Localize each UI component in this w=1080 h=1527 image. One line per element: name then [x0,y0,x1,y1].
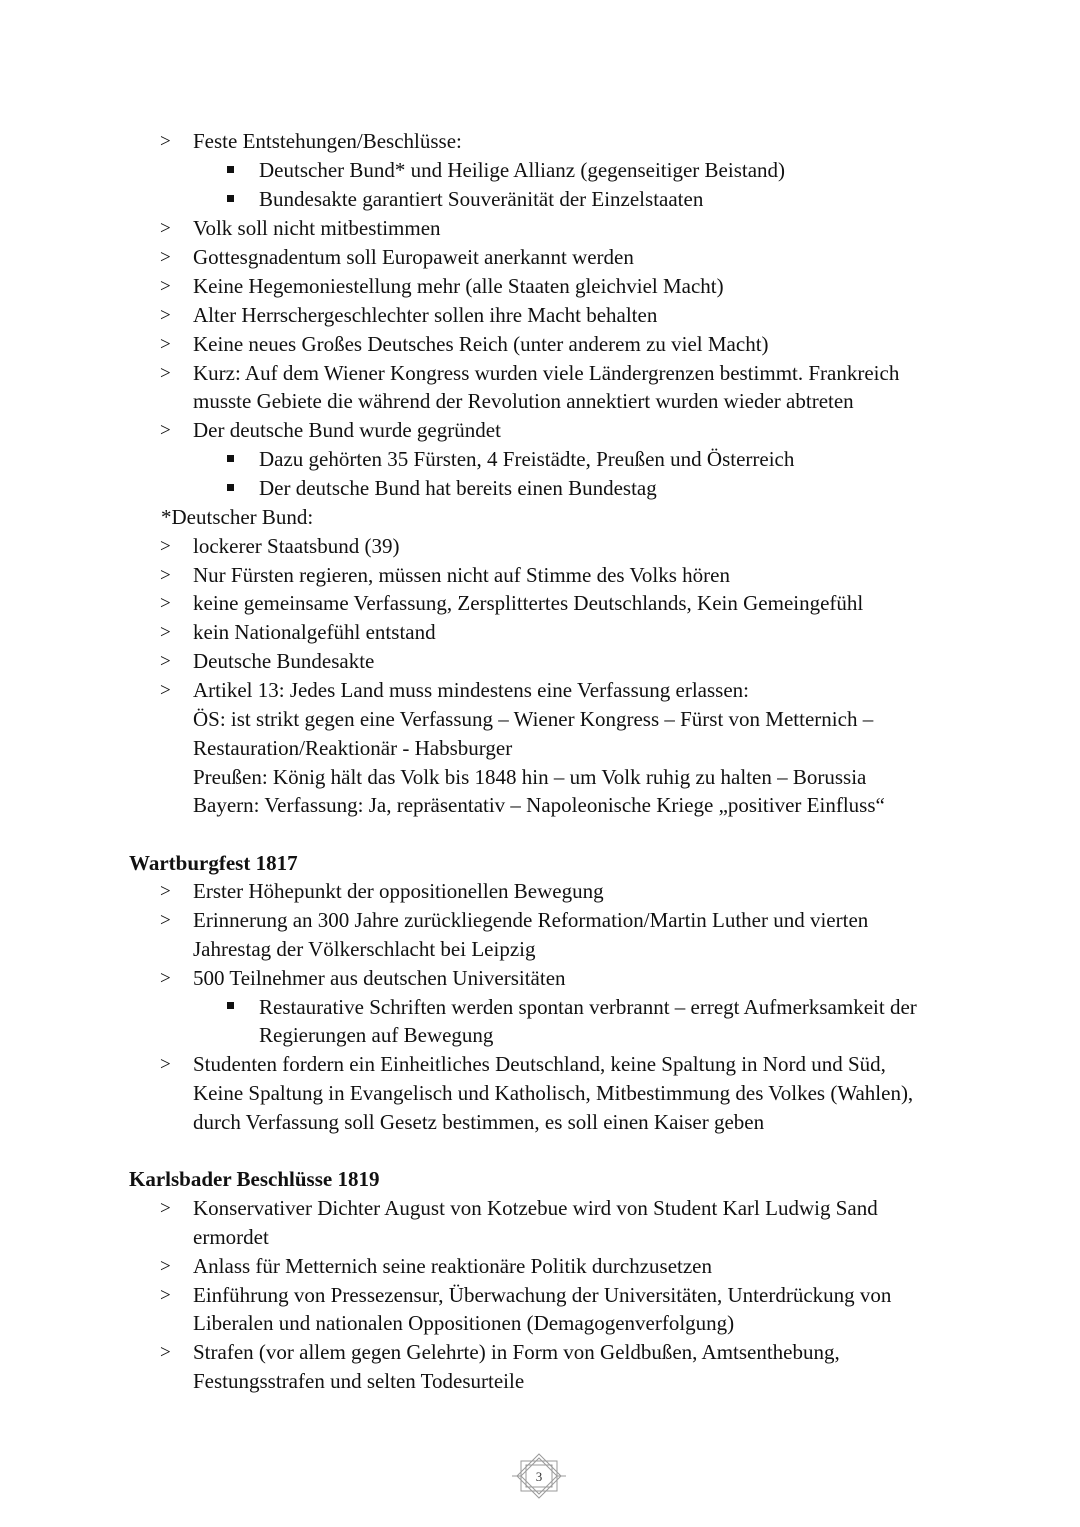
bullet-arrow: > [160,131,171,152]
list-item: Erster Höhepunkt der oppositionellen Bewegung [193,879,604,903]
bullet-arrow: > [160,536,171,557]
list-item: Deutsche Bundesakte [193,649,375,673]
list-item: Nur Fürsten regieren, müssen nicht auf Stimme des Volks hören [193,563,730,587]
list-item: Feste Entstehungen/Beschlüsse: [193,129,462,153]
ornament-frame-icon [511,1453,567,1499]
section-heading: Karlsbader Beschlüsse 1819 [129,1167,380,1191]
section-label: *Deutscher Bund: [161,505,314,529]
square-bullet-icon [227,455,234,462]
list-item: Konservativer Dichter August von Kotzebue wird von Student Karl Ludwig Sand [193,1196,878,1220]
list-item-continuation: Jahrestag der Völkerschlacht bei Leipzig [193,937,536,961]
page-number-ornament [511,1453,567,1499]
square-bullet-icon [227,484,234,491]
bullet-arrow: > [160,334,171,355]
bullet-arrow: > [160,363,171,384]
list-item: Keine Hegemoniestellung mehr (alle Staaten gleichviel Macht) [193,274,724,298]
square-bullet-icon [227,195,234,202]
bullet-arrow: > [160,247,171,268]
sub-list-item: Der deutsche Bund hat bereits einen Bundestag [259,476,657,500]
list-item: Alter Herrschergeschlechter sollen ihre Macht behalten [193,303,658,327]
bullet-arrow: > [160,1342,171,1363]
bullet-arrow: > [160,651,171,672]
bullet-arrow: > [160,1285,171,1306]
list-item: Anlass für Metternich seine reaktionäre Politik durchzusetzen [193,1254,712,1278]
list-item-continuation: Liberalen und nationalen Oppositionen (Demagogenverfolgung) [193,1311,735,1335]
bullet-arrow: > [160,420,171,441]
bullet-arrow: > [160,218,171,239]
bullet-arrow: > [160,622,171,643]
list-item: 500 Teilnehmer aus deutschen Universitäten [193,966,566,990]
list-item: Keine neues Großes Deutsches Reich (unter anderem zu viel Macht) [193,332,769,356]
bullet-arrow: > [160,680,171,701]
list-item: Kurz: Auf dem Wiener Kongress wurden viele Ländergrenzen bestimmt. Frankreich [193,361,900,385]
list-item-continuation: Festungsstrafen und selten Todesurteile [193,1369,525,1393]
list-item: lockerer Staatsbund (39) [193,534,400,558]
square-bullet-icon [227,1002,234,1009]
bullet-arrow: > [160,305,171,326]
bullet-arrow: > [160,1054,171,1075]
page-number: 3 [535,1469,543,1484]
list-item: Erinnerung an 300 Jahre zurückliegende Reformation/Martin Luther und vierten [193,908,869,932]
bullet-arrow: > [160,565,171,586]
sub-list-item: Dazu gehörten 35 Fürsten, 4 Freistädte, Preußen und Österreich [259,447,795,471]
list-item-continuation: musste Gebiete die während der Revolution annektiert wurden wieder abtreten [193,389,854,413]
bullet-arrow: > [160,276,171,297]
list-item: kein Nationalgefühl entstand [193,620,436,644]
bullet-arrow: > [160,881,171,902]
bullet-arrow: > [160,968,171,989]
list-item-continuation: Restauration/Reaktionär - Habsburger [193,736,513,760]
list-item: Studenten fordern ein Einheitliches Deutschland, keine Spaltung in Nord und Süd, [193,1052,886,1076]
sub-list-item-continuation: Regierungen auf Bewegung [259,1023,494,1047]
sub-list-item: Bundesakte garantiert Souveränität der Einzelstaaten [259,187,704,211]
list-item-continuation: Preußen: König hält das Volk bis 1848 hin – um Volk ruhig zu halten – Borussia [193,765,867,789]
bullet-arrow: > [160,1256,171,1277]
list-item: Einführung von Pressezensur, Überwachung der Universitäten, Unterdrückung von [193,1283,892,1307]
list-item-continuation: Keine Spaltung in Evangelisch und Katholisch, Mitbestimmung des Volkes (Wahlen), [193,1081,914,1105]
bullet-arrow: > [160,910,171,931]
list-item: Strafen (vor allem gegen Gelehrte) in Form von Geldbußen, Amtsenthebung, [193,1340,840,1364]
list-item: keine gemeinsame Verfassung, Zersplittertes Deutschlands, Kein Gemeingefühl [193,591,864,615]
list-item-continuation: ermordet [193,1225,269,1249]
list-item: Der deutsche Bund wurde gegründet [193,418,501,442]
list-item: Artikel 13: Jedes Land muss mindestens eine Verfassung erlassen: [193,678,749,702]
list-item: Gottesgnadentum soll Europaweit anerkannt werden [193,245,634,269]
section-heading: Wartburgfest 1817 [129,851,298,875]
list-item: Volk soll nicht mitbestimmen [193,216,441,240]
square-bullet-icon [227,166,234,173]
bullet-arrow: > [160,1198,171,1219]
list-item-continuation: durch Verfassung soll Gesetz bestimmen, es soll einen Kaiser geben [193,1110,765,1134]
list-item-continuation: Bayern: Verfassung: Ja, repräsentativ – Napoleonische Kriege „positiver Einfluss“ [193,793,885,817]
sub-list-item: Restaurative Schriften werden spontan verbrannt – erregt Aufmerksamkeit der [259,995,917,1019]
bullet-arrow: > [160,593,171,614]
list-item-continuation: ÖS: ist strikt gegen eine Verfassung – Wiener Kongress – Fürst von Metternich – [193,707,874,731]
sub-list-item: Deutscher Bund* und Heilige Allianz (gegenseitiger Beistand) [259,158,786,182]
